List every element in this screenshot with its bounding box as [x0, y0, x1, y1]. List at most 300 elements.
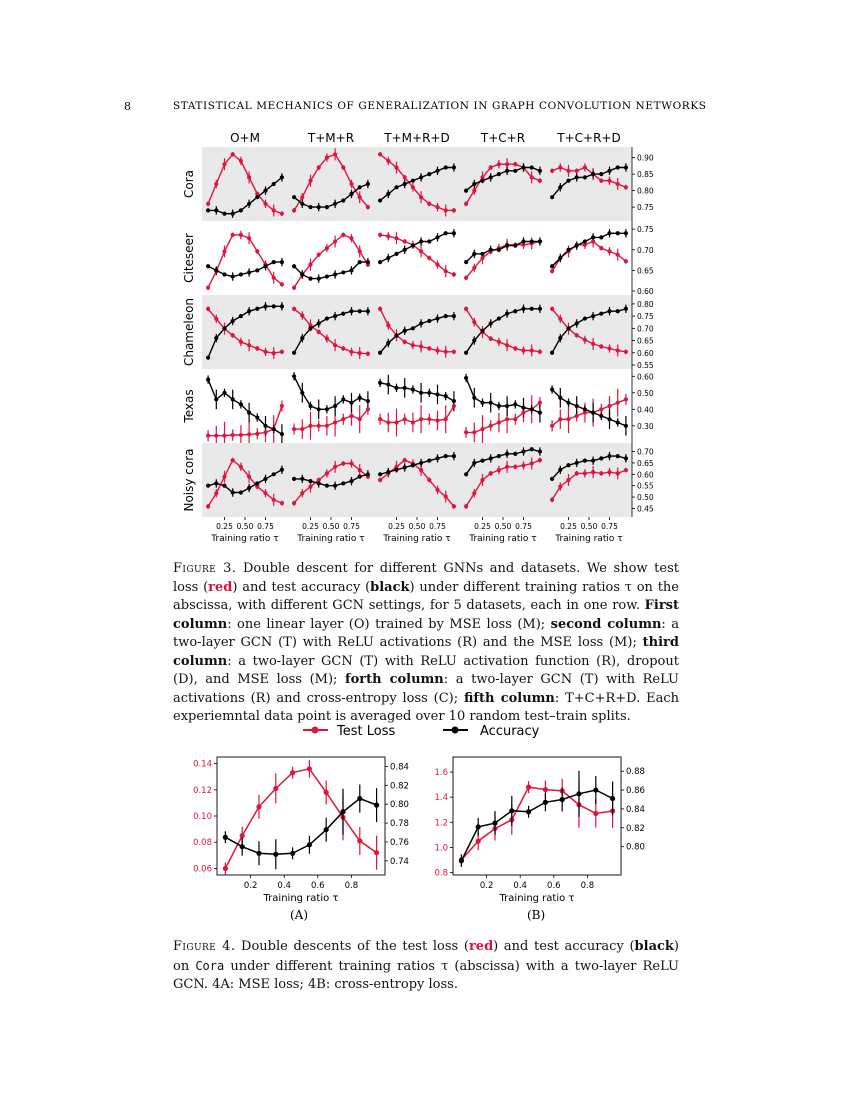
- x-tick-label: 0.25: [302, 522, 319, 531]
- caption3-text: : a two-layer GCN (T) with ReLU activations (R) and cross-entropy loss (C);: [173, 672, 679, 706]
- tick-label: 0.80: [637, 299, 654, 309]
- accuracy-point: [480, 252, 484, 256]
- loss-point: [374, 850, 379, 855]
- loss-point: [444, 269, 448, 273]
- accuracy-point: [505, 169, 509, 173]
- loss-point: [452, 350, 456, 354]
- loss-point: [526, 785, 531, 790]
- loss-point: [411, 420, 415, 424]
- caption4-code: Cora: [195, 958, 225, 973]
- accuracy-point: [247, 486, 251, 490]
- loss-point: [341, 233, 345, 237]
- accuracy-point: [333, 314, 337, 318]
- accuracy-point: [472, 396, 476, 400]
- loss-point: [616, 253, 620, 257]
- accuracy-point: [610, 796, 615, 801]
- loss-point: [272, 498, 276, 502]
- accuracy-point: [427, 459, 431, 463]
- accuracy-point: [472, 461, 476, 465]
- accuracy-point: [378, 381, 382, 385]
- accuracy-point: [591, 411, 595, 415]
- accuracy-point: [560, 797, 565, 802]
- loss-point: [263, 430, 267, 434]
- loss-point: [214, 317, 218, 321]
- column-title: O+M: [230, 131, 260, 145]
- accuracy-point: [513, 244, 517, 248]
- left-tick-label: 0.8: [434, 868, 448, 879]
- loss-point: [538, 458, 542, 462]
- accuracy-point: [394, 185, 398, 189]
- loss-point: [575, 169, 579, 173]
- loss-point: [624, 350, 628, 354]
- loss-point: [616, 401, 620, 405]
- accuracy-point: [333, 272, 337, 276]
- page-number: 8: [124, 100, 131, 113]
- loss-point: [280, 501, 284, 505]
- accuracy-point: [317, 407, 321, 411]
- accuracy-point: [419, 391, 423, 395]
- caption3-col2: second column: [550, 616, 662, 632]
- accuracy-point: [247, 411, 251, 415]
- loss-point: [325, 156, 329, 160]
- accuracy-line: [552, 390, 626, 426]
- accuracy-point: [222, 326, 226, 330]
- accuracy-point: [378, 472, 382, 476]
- loss-point: [239, 233, 243, 237]
- x-tick-label: 0.6: [547, 881, 561, 891]
- accuracy-point: [247, 309, 251, 313]
- loss-point: [419, 195, 423, 199]
- loss-point: [349, 350, 353, 354]
- loss-point: [239, 433, 243, 437]
- right-tick-label: 0.86: [626, 786, 645, 797]
- loss-point: [240, 833, 245, 838]
- accuracy-point: [497, 248, 501, 252]
- loss-point: [341, 346, 345, 350]
- x-tick-label: 0.25: [560, 522, 577, 531]
- accuracy-point: [358, 396, 362, 400]
- accuracy-point: [366, 399, 370, 403]
- loss-point: [231, 333, 235, 337]
- caption3-text: : a two-layer GCN (T) with ReLU activation function (R), dropout (D), and MSE loss (M);: [173, 653, 679, 687]
- loss-point: [530, 348, 534, 352]
- loss-point: [435, 488, 439, 492]
- loss-point: [378, 307, 382, 311]
- loss-point: [497, 420, 501, 424]
- loss-point: [292, 501, 296, 505]
- loss-point: [403, 417, 407, 421]
- accuracy-point: [206, 264, 210, 268]
- loss-point: [435, 205, 439, 209]
- accuracy-point: [591, 314, 595, 318]
- accuracy-point: [566, 401, 570, 405]
- tick-label: 0.60: [637, 470, 654, 480]
- accuracy-point: [444, 165, 448, 169]
- tick-label: 0.55: [637, 361, 654, 370]
- tick-label: 0.30: [637, 421, 654, 431]
- accuracy-point: [505, 312, 509, 316]
- row-background: [202, 147, 632, 221]
- accuracy-point: [575, 321, 579, 325]
- loss-point: [247, 236, 251, 240]
- loss-point: [308, 424, 312, 428]
- accuracy-point: [624, 165, 628, 169]
- accuracy-point: [366, 182, 370, 186]
- accuracy-point: [358, 474, 362, 478]
- loss-point: [566, 417, 570, 421]
- column-title: T+C+R+D: [557, 131, 621, 145]
- accuracy-point: [374, 803, 379, 808]
- accuracy-point: [593, 787, 598, 792]
- left-tick-label: 1.6: [434, 768, 448, 779]
- accuracy-point: [538, 307, 542, 311]
- running-title: STATISTICAL MECHANICS OF GENERALIZATION IN GRAPH CONVOLUTION NETWORKS: [173, 100, 707, 112]
- accuracy-point: [419, 321, 423, 325]
- row-title: Chameleon: [182, 297, 196, 367]
- accuracy-point: [300, 272, 304, 276]
- tick-label: 0.60: [637, 372, 654, 382]
- loss-point: [378, 417, 382, 421]
- row-title: Citeseer: [182, 233, 196, 283]
- loss-point: [607, 346, 611, 350]
- loss-point: [206, 202, 210, 206]
- accuracy-point: [317, 205, 321, 209]
- loss-point: [624, 397, 628, 401]
- accuracy-point: [538, 239, 542, 243]
- accuracy-point: [222, 272, 226, 276]
- loss-point: [616, 348, 620, 352]
- column-title: T+M+R: [307, 131, 355, 145]
- accuracy-point: [273, 852, 278, 857]
- accuracy-point: [427, 391, 431, 395]
- accuracy-point: [263, 304, 267, 308]
- accuracy-point: [452, 454, 456, 458]
- accuracy-point: [550, 351, 554, 355]
- accuracy-point: [452, 231, 456, 235]
- accuracy-point: [239, 208, 243, 212]
- accuracy-point: [538, 449, 542, 453]
- accuracy-point: [550, 195, 554, 199]
- x-tick-label: 0.8: [580, 881, 595, 891]
- loss-point: [272, 208, 276, 212]
- accuracy-point: [489, 175, 493, 179]
- accuracy-point: [464, 351, 468, 355]
- figure3-caption: [173, 560, 679, 727]
- loss-point: [280, 212, 284, 216]
- loss-point: [472, 189, 476, 193]
- caption4-black: black: [634, 939, 674, 954]
- accuracy-point: [255, 195, 259, 199]
- loss-point: [521, 411, 525, 415]
- accuracy-point: [505, 244, 509, 248]
- loss-point: [624, 468, 628, 472]
- accuracy-point: [272, 260, 276, 264]
- loss-point: [394, 236, 398, 240]
- x-tick-label: 0.50: [236, 522, 254, 531]
- x-tick-label: 0.75: [257, 522, 274, 531]
- accuracy-point: [411, 463, 415, 467]
- caption3-label: Figure 3.: [173, 561, 237, 576]
- loss-point: [386, 323, 390, 327]
- loss-point: [300, 195, 304, 199]
- accuracy-point: [497, 454, 501, 458]
- loss-point: [452, 272, 456, 276]
- accuracy-point: [403, 465, 407, 469]
- accuracy-point: [607, 169, 611, 173]
- accuracy-point: [394, 386, 398, 390]
- loss-point: [292, 427, 296, 431]
- accuracy-point: [206, 208, 210, 212]
- x-tick-label: 0.8: [344, 881, 359, 891]
- accuracy-point: [526, 809, 531, 814]
- accuracy-point: [341, 312, 345, 316]
- loss-point: [333, 343, 337, 347]
- loss-point: [427, 202, 431, 206]
- accuracy-point: [214, 397, 218, 401]
- left-tick-label: 0.10: [193, 812, 212, 822]
- accuracy-point: [583, 239, 587, 243]
- left-tick-label: 1.0: [434, 843, 448, 854]
- accuracy-point: [378, 260, 382, 264]
- accuracy-point: [263, 477, 267, 481]
- loss-point: [575, 333, 579, 337]
- accuracy-point: [530, 307, 534, 311]
- loss-point: [505, 162, 509, 166]
- loss-point: [607, 249, 611, 253]
- accuracy-point: [464, 189, 468, 193]
- accuracy-point: [444, 231, 448, 235]
- accuracy-point: [497, 404, 501, 408]
- accuracy-point: [386, 341, 390, 345]
- loss-point: [558, 165, 562, 169]
- accuracy-point: [464, 260, 468, 264]
- accuracy-point: [349, 479, 353, 483]
- accuracy-point: [222, 391, 226, 395]
- accuracy-point: [492, 820, 497, 825]
- loss-point: [366, 352, 370, 356]
- tick-label: 0.90: [637, 153, 654, 163]
- accuracy-point: [558, 468, 562, 472]
- accuracy-point: [591, 459, 595, 463]
- loss-point: [607, 179, 611, 183]
- x-axis-label: Training ratio τ: [383, 534, 451, 544]
- loss-point: [358, 468, 362, 472]
- loss-point: [521, 348, 525, 352]
- right-tick-label: 0.78: [390, 819, 409, 830]
- loss-point: [403, 175, 407, 179]
- x-tick-label: 0.50: [494, 522, 512, 531]
- accuracy-point: [222, 484, 226, 488]
- caption4-text: ) and test accuracy (: [493, 939, 635, 954]
- accuracy-point: [272, 427, 276, 431]
- accuracy-point: [357, 796, 362, 801]
- loss-point: [206, 307, 210, 311]
- loss-point: [366, 205, 370, 209]
- accuracy-point: [290, 851, 295, 856]
- accuracy-point: [349, 268, 353, 272]
- left-tick-label: 0.08: [193, 838, 212, 849]
- accuracy-point: [464, 376, 468, 380]
- right-tick-label: 0.82: [626, 823, 645, 834]
- loss-point: [513, 162, 517, 166]
- loss-line: [208, 235, 282, 288]
- accuracy-point: [280, 260, 284, 264]
- row-title: Cora: [182, 169, 196, 199]
- accuracy-point: [231, 490, 235, 494]
- tick-label: 0.60: [637, 348, 654, 358]
- accuracy-point: [206, 484, 210, 488]
- accuracy-point: [308, 277, 312, 281]
- accuracy-point: [435, 316, 439, 320]
- loss-point: [489, 337, 493, 341]
- accuracy-point: [583, 459, 587, 463]
- loss-point: [349, 182, 353, 186]
- accuracy-point: [521, 406, 525, 410]
- accuracy-point: [325, 484, 329, 488]
- accuracy-point: [308, 326, 312, 330]
- accuracy-point: [231, 212, 235, 216]
- loss-point: [358, 351, 362, 355]
- loss-point: [307, 766, 312, 771]
- loss-point: [349, 461, 353, 465]
- x-tick-label: 0.2: [479, 881, 494, 891]
- accuracy-point: [317, 481, 321, 485]
- tick-label: 0.45: [637, 504, 654, 514]
- loss-point: [583, 471, 587, 475]
- loss-point: [300, 313, 304, 317]
- accuracy-point: [480, 459, 484, 463]
- accuracy-point: [459, 858, 464, 863]
- loss-point: [505, 343, 509, 347]
- accuracy-point: [349, 401, 353, 405]
- accuracy-point: [341, 397, 345, 401]
- loss-point: [239, 340, 243, 344]
- accuracy-point: [292, 195, 296, 199]
- loss-point: [256, 804, 261, 809]
- accuracy-point: [480, 179, 484, 183]
- loss-point: [591, 342, 595, 346]
- accuracy-point: [624, 456, 628, 460]
- accuracy-point: [325, 205, 329, 209]
- loss-line: [380, 406, 454, 423]
- left-tick-label: 0.06: [193, 864, 212, 875]
- loss-point: [333, 239, 337, 243]
- loss-point: [464, 276, 468, 280]
- left-tick-label: 0.12: [193, 785, 212, 796]
- caption3-text: : T+C+R+D. Each experiemntal data point is averaged over 10 random test–train splits.: [173, 690, 679, 724]
- accuracy-point: [411, 326, 415, 330]
- tick-label: 0.85: [637, 170, 654, 180]
- loss-point: [444, 350, 448, 354]
- loss-point: [550, 498, 554, 502]
- loss-point: [583, 338, 587, 342]
- accuracy-point: [521, 449, 525, 453]
- accuracy-point: [538, 169, 542, 173]
- accuracy-point: [341, 270, 345, 274]
- accuracy-point: [435, 235, 439, 239]
- caption3-col3: third column: [173, 635, 679, 669]
- accuracy-point: [521, 165, 525, 169]
- accuracy-point: [543, 800, 548, 805]
- loss-point: [444, 208, 448, 212]
- loss-point: [543, 787, 548, 792]
- accuracy-point: [300, 477, 304, 481]
- accuracy-point: [349, 309, 353, 313]
- accuracy-point: [239, 272, 243, 276]
- accuracy-point: [239, 402, 243, 406]
- accuracy-point: [427, 319, 431, 323]
- accuracy-line: [208, 380, 282, 435]
- accuracy-point: [624, 231, 628, 235]
- loss-point: [317, 330, 321, 334]
- loss-point: [591, 239, 595, 243]
- loss-point: [427, 346, 431, 350]
- tick-label: 0.70: [637, 324, 654, 334]
- accuracy-point: [419, 239, 423, 243]
- x-tick-label: 0.75: [601, 522, 618, 531]
- loss-line: [208, 406, 282, 436]
- loss-point: [272, 276, 276, 280]
- accuracy-point: [599, 312, 603, 316]
- loss-point: [444, 417, 448, 421]
- loss-point: [476, 839, 481, 844]
- accuracy-point: [341, 198, 345, 202]
- accuracy-point: [607, 309, 611, 313]
- accuracy-point: [411, 244, 415, 248]
- x-tick-label: 0.50: [322, 522, 340, 531]
- loss-point: [550, 307, 554, 311]
- accuracy-point: [513, 402, 517, 406]
- accuracy-point: [497, 316, 501, 320]
- loss-point: [472, 491, 476, 495]
- accuracy-point: [231, 397, 235, 401]
- accuracy-point: [300, 202, 304, 206]
- loss-point: [419, 344, 423, 348]
- loss-point: [624, 185, 628, 189]
- loss-point: [349, 414, 353, 418]
- accuracy-point: [300, 336, 304, 340]
- loss-point: [558, 317, 562, 321]
- right-tick-label: 0.84: [390, 762, 409, 773]
- loss-point: [239, 159, 243, 163]
- loss-point: [386, 420, 390, 424]
- accuracy-point: [256, 851, 261, 856]
- loss-point: [489, 424, 493, 428]
- accuracy-point: [206, 378, 210, 382]
- tick-label: 0.40: [637, 405, 654, 415]
- x-tick-label: 0.50: [580, 522, 598, 531]
- column-title: T+C+R: [480, 131, 526, 145]
- accuracy-point: [513, 309, 517, 313]
- tick-label: 0.60: [637, 287, 654, 296]
- loss-point: [231, 152, 235, 156]
- accuracy-point: [513, 169, 517, 173]
- accuracy-point: [583, 316, 587, 320]
- x-tick-label: 0.6: [311, 881, 325, 891]
- loss-point: [222, 162, 226, 166]
- x-axis-label: Training ratio τ: [469, 534, 537, 544]
- loss-point: [206, 504, 210, 508]
- caption4-text: under different training ratios τ (abscissa) with a two-layer ReLU GCN. 4A: MSE loss; 4B: cross-entropy loss.: [173, 958, 679, 992]
- accuracy-line: [294, 376, 368, 409]
- loss-point: [358, 195, 362, 199]
- x-tick-label: 0.2: [243, 881, 258, 891]
- loss-point: [566, 169, 570, 173]
- loss-point: [575, 414, 579, 418]
- loss-point: [273, 786, 278, 791]
- accuracy-point: [292, 374, 296, 378]
- loss-point: [550, 424, 554, 428]
